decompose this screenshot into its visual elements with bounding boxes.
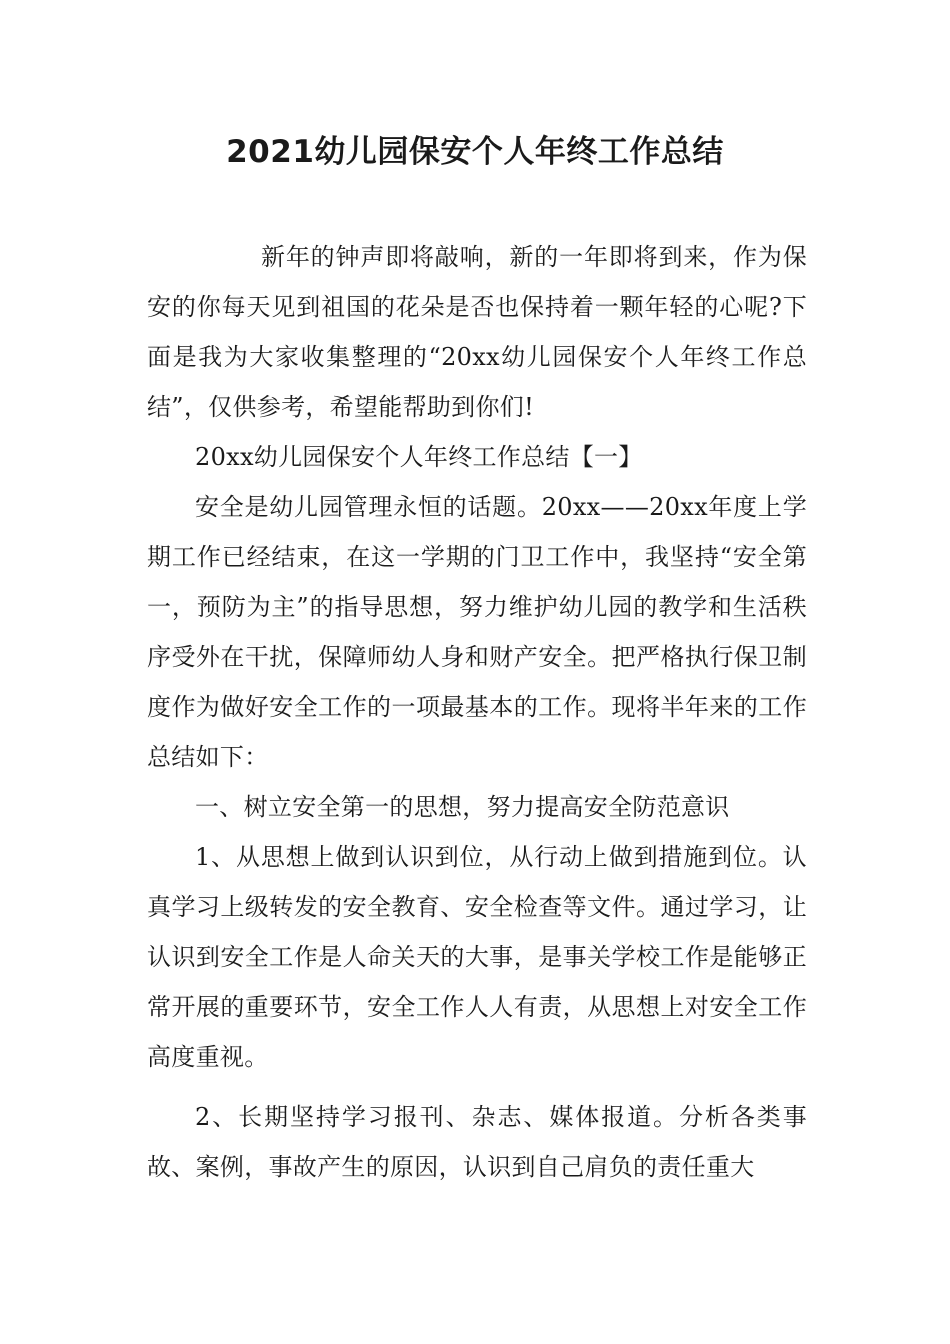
- intro-paragraph: 新年的钟声即将敲响，新的一年即将到来，作为保安的你每天见到祖国的花朵是否也保持着一颗年轻的心呢?下面是我为大家收集整理的“20xx幼儿园保安个人年终工作总结”，仅供参考，希望能帮助到你们!: [147, 243, 807, 421]
- document-body: [147, 232, 807, 1192]
- body-paragraph: 1、从思想上做到认识到位，从行动上做到措施到位。认真学习上级转发的安全教育、安全检查等文件。通过学习，让认识到安全工作是人命关天的大事，是事关学校工作是能够正常开展的重要环节，安全工作人人有责，从思想上对安全工作高度重视。: [147, 843, 807, 1071]
- subsection-heading: 一、树立安全第一的思想，努力提高安全防范意识: [195, 793, 730, 821]
- section-heading-one: 20xx幼儿园保安个人年终工作总结【一】: [195, 443, 643, 471]
- document-title: 2021幼儿园保安个人年终工作总结: [226, 134, 724, 170]
- body-paragraph: 安全是幼儿园管理永恒的话题。20xx——20xx年度上学期工作已经结束，在这一学期的门卫工作中，我坚持“安全第一，预防为主”的指导思想，努力维护幼儿园的教学和生活秩序受外在干扰，保障师幼人身和财产安全。把严格执行保卫制度作为做好安全工作的一项最基本的工作。现将半年来的工作总结如下：: [147, 493, 807, 771]
- body-paragraph: 2、长期坚持学习报刊、杂志、媒体报道。分析各类事故、案例，事故产生的原因，认识到自己肩负的责任重大: [147, 1103, 807, 1181]
